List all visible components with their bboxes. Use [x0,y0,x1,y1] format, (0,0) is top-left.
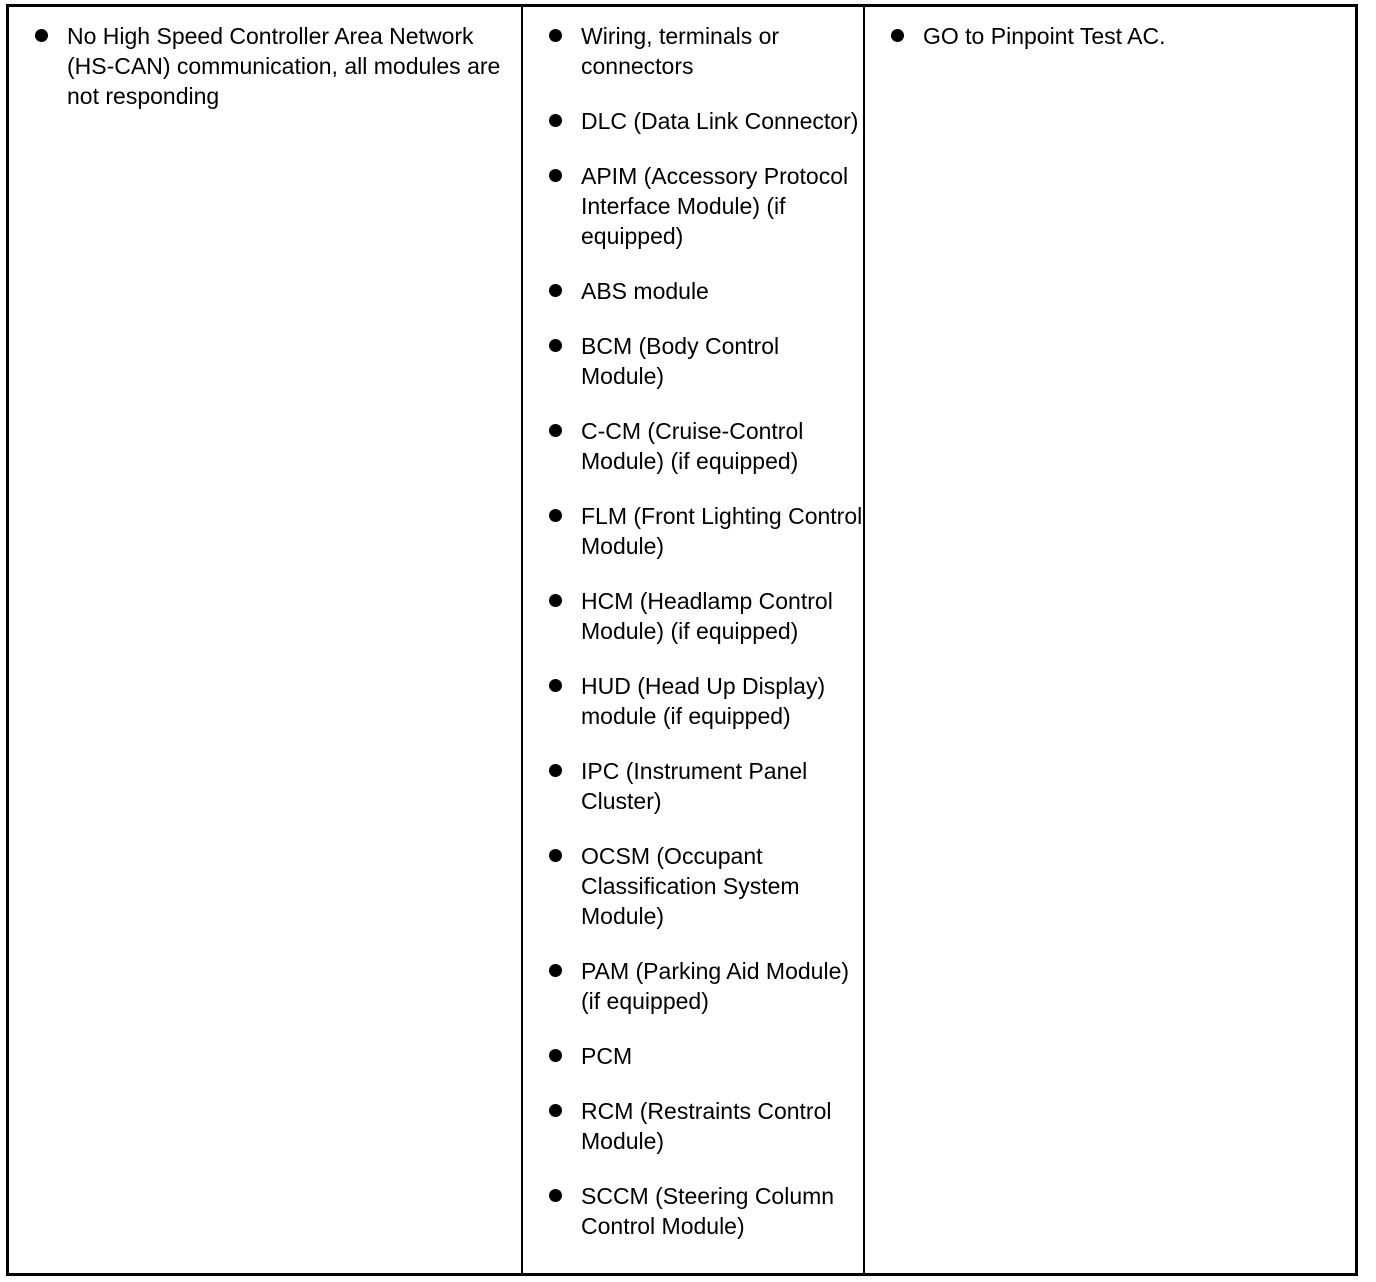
source-text: PAM (Parking Aid Module) (if equipped) [581,958,850,1014]
bullet-icon [891,29,904,42]
possible-sources-list [549,21,865,1241]
bullet-icon [549,339,562,352]
bullet-icon [35,29,48,42]
source-item [549,1181,865,1241]
bullet-icon [549,509,562,522]
source-text: PCM [581,1043,633,1069]
source-item [549,106,865,136]
bullet-icon [549,284,562,297]
bullet-icon [549,964,562,977]
action-list [891,21,1331,51]
source-text: BCM (Body Control Module) [581,333,780,389]
source-text: APIM (Accessory Protocol Interface Module) (if equipped) [581,163,849,249]
action-cell [865,7,1355,1273]
bullet-icon [549,1049,562,1062]
symptom-item [35,21,505,111]
source-text: DLC (Data Link Connector) [581,108,859,134]
source-item [549,161,865,251]
bullet-icon [549,849,562,862]
bullet-icon [549,424,562,437]
action-item [891,21,1331,51]
source-text: IPC (Instrument Panel Cluster) [581,758,808,814]
source-text: OCSM (Occupant Classification System Module) [581,843,800,929]
bullet-icon [549,29,562,42]
bullet-icon [549,1189,562,1202]
source-item [549,671,865,731]
bullet-icon [549,679,562,692]
symptom-text: No High Speed Controller Area Network (HS-CAN) communication, all modules are not responding [67,23,501,109]
source-item [549,956,865,1016]
symptom-list [35,21,505,111]
source-text: HCM (Headlamp Control Module) (if equipped) [581,588,833,644]
possible-sources-cell [523,7,865,1273]
bullet-icon [549,594,562,607]
source-item [549,756,865,816]
symptom-cell [9,7,523,1273]
bullet-icon [549,1104,562,1117]
source-text: Wiring, terminals or connectors [581,23,780,79]
source-text: C-CM (Cruise-Control Module) (if equipped) [581,418,804,474]
source-item [549,331,865,391]
action-text: GO to Pinpoint Test AC. [923,23,1166,49]
source-text: HUD (Head Up Display) module (if equipped) [581,673,826,729]
source-item [549,21,865,81]
diagnostic-table [6,4,1358,1276]
bullet-icon [549,764,562,777]
source-text: RCM (Restraints Control Module) [581,1098,832,1154]
source-item [549,276,865,306]
source-item [549,1041,865,1071]
source-item [549,416,865,476]
source-item [549,1096,865,1156]
source-text: FLM (Front Lighting Control Module) [581,503,863,559]
source-text: SCCM (Steering Column Control Module) [581,1183,835,1239]
bullet-icon [549,114,562,127]
source-item [549,841,865,931]
bullet-icon [549,169,562,182]
source-item [549,586,865,646]
source-item [549,501,865,561]
source-text: ABS module [581,278,709,304]
